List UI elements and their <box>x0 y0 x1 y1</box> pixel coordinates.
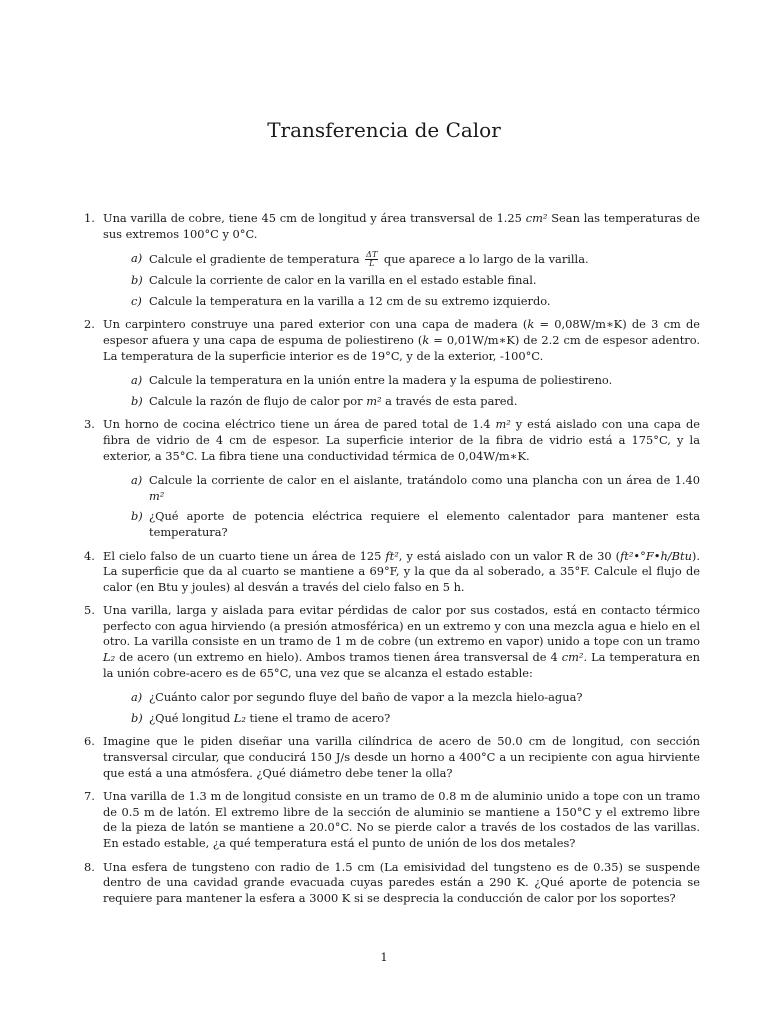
subquestion-2a <box>131 373 700 389</box>
problem-5 <box>84 603 700 726</box>
problem-number: 6. <box>84 734 95 749</box>
page-number: 1 <box>380 950 388 964</box>
problem-number: 1. <box>84 211 95 225</box>
subquestion-3b <box>131 509 700 540</box>
problem-2 <box>84 317 700 409</box>
subquestion-label: b) <box>131 710 143 725</box>
problem-number: 8. <box>84 859 95 874</box>
problem-number: 4. <box>84 548 95 563</box>
subquestion-label: a) <box>131 690 143 705</box>
subquestion-5a <box>131 690 700 706</box>
subquestion-1c <box>131 294 700 310</box>
problem-8 <box>84 860 700 907</box>
problem-text: Un carpintero construye una pared exterior con una capa de madera (k = 0,08W/m∗K) de 3 cm de espesor afuera y una capa de espuma de poliestireno (k = 0,01W/m∗K) de 2.2 cm de espesor adentro. La temperatura de la superficie interior es de 19°C, y de la exterior, -100°C. <box>103 317 701 363</box>
subquestion-label: a) <box>131 473 143 488</box>
subquestion-text: Calcule el gradiente de temperatura $\frac{\Delta T}{L}$ que aparece a lo largo de la varilla. <box>149 250 589 269</box>
problem-text: Una varilla de cobre, tiene 45 cm de longitud y área transversal de 1.25 cm² Sean las temperaturas de sus extremos 100°C y 0°C. <box>103 211 700 241</box>
subquestion-text: Calcule la temperatura en la unión entre la madera y la espuma de poliestireno. <box>149 373 613 388</box>
subquestion-list <box>103 251 700 309</box>
subquestion-3a <box>131 473 700 504</box>
subquestion-text: ¿Cuánto calor por segundo fluye del baño de vapor a la mezcla hielo-agua? <box>149 690 583 705</box>
subquestion-text: ¿Qué aporte de potencia eléctrica requiere el elemento calentador para mantener esta temperatura? <box>149 509 700 539</box>
subquestion-label: c) <box>131 293 142 308</box>
subquestion-label: a) <box>131 251 143 266</box>
problem-number: 3. <box>84 417 95 432</box>
problem-text: Una varilla de 1.3 m de longitud consiste en un tramo de 0.8 m de aluminio unido a tope con un tramo de 0.5 m de latón. El extremo libre de la sección de aluminio se mantiene a 150°C y el extremo libre de la pieza de latón se mantiene a 20.0°C. No se pierde calor a través de los costados de las varillas. En estado estable, ¿a qué temperatura está el punto de unión de los dos metales? <box>103 789 700 850</box>
subquestion-list <box>103 473 700 540</box>
subquestion-text: Calcule la temperatura en la varilla a 12 cm de su extremo izquierdo. <box>149 293 551 308</box>
subquestion-text: Calcule la corriente de calor en el aislante, tratándolo como una plancha con un área de 1.40 m² <box>149 473 700 503</box>
problem-list <box>84 211 700 914</box>
subquestion-1b <box>131 273 700 289</box>
problem-number: 7. <box>84 789 95 804</box>
subquestion-text: Calcule la razón de flujo de calor por m² a través de esta pared. <box>149 393 518 408</box>
subquestion-label: b) <box>131 509 143 524</box>
problem-3 <box>84 417 700 540</box>
subquestion-2b <box>131 394 700 410</box>
subquestion-list <box>103 690 700 726</box>
problem-1 <box>84 211 700 309</box>
subquestion-list <box>103 373 700 409</box>
page-title: Transferencia de Calor <box>267 118 501 142</box>
problem-text: Una esfera de tungsteno con radio de 1.5 cm (La emisividad del tungsteno es de 0.35) se suspende dentro de una cavidad grande evacuada cuyas paredes están a 290 K. ¿Qué aporte de potencia se requiere para mantener la esfera a 3000 K si se desprecia la conducción de calor por los soportes? <box>103 859 700 905</box>
subquestion-label: b) <box>131 393 143 408</box>
problem-6 <box>84 734 700 781</box>
temperature-gradient-fraction: $\frac{\Delta T}{L}$ <box>366 250 378 269</box>
subquestion-text: Calcule la corriente de calor en la varilla en el estado estable final. <box>149 273 537 288</box>
problem-4 <box>84 549 700 596</box>
problem-text: El cielo falso de un cuarto tiene un área de 125 ft², y está aislado con un valor R de 30 (ft²•°F•h/Btu). La superficie que da al cuarto se mantiene a 69°F, y la que da al soberado, a 35°F. Calcule el flujo de calor (en Btu y joules) al desván a través del cielo falso en 5 h. <box>103 548 700 594</box>
problem-text: Imagine que le piden diseñar una varilla cilíndrica de acero de 50.0 cm de longitud, con sección transversal circular, que conducirá 150 J/s desde un horno a 400°C a un recipiente con agua hirviente que está a una atmósfera. ¿Qué diámetro debe tener la olla? <box>103 734 700 780</box>
problem-number: 2. <box>84 317 95 332</box>
problem-text: Una varilla, larga y aislada para evitar pérdidas de calor por sus costados, está en contacto térmico perfecto con agua hirviendo (a presión atmosférica) en un extremo y con una mezcla agua e hielo en el otro. La varilla consiste en un tramo de 1 m de cobre (un extremo en vapor) unido a tope con un tramo L₂ de acero (un extremo en hielo). Ambos tramos tienen área transversal de 4 cm². La temperatura en la unión cobre-acero es de 65°C, una vez que se alcanza el estado estable: <box>103 603 700 680</box>
problem-text: Un horno de cocina eléctrico tiene un área de pared total de 1.4 m² y está aislado con una capa de fibra de vidrio de 4 cm de espesor. La superficie interior de la fibra de vidrio está a 175°C, y la exterior, a 35°C. La fibra tiene una conductividad térmica de 0,04W/m∗K. <box>103 417 700 463</box>
problem-number: 5. <box>84 603 95 618</box>
subquestion-text: ¿Qué longitud L₂ tiene el tramo de acero? <box>149 710 391 725</box>
problem-7 <box>84 789 700 851</box>
subquestion-label: a) <box>131 373 143 388</box>
subquestion-5b <box>131 711 700 727</box>
subquestion-1a <box>131 251 700 268</box>
subquestion-label: b) <box>131 273 143 288</box>
